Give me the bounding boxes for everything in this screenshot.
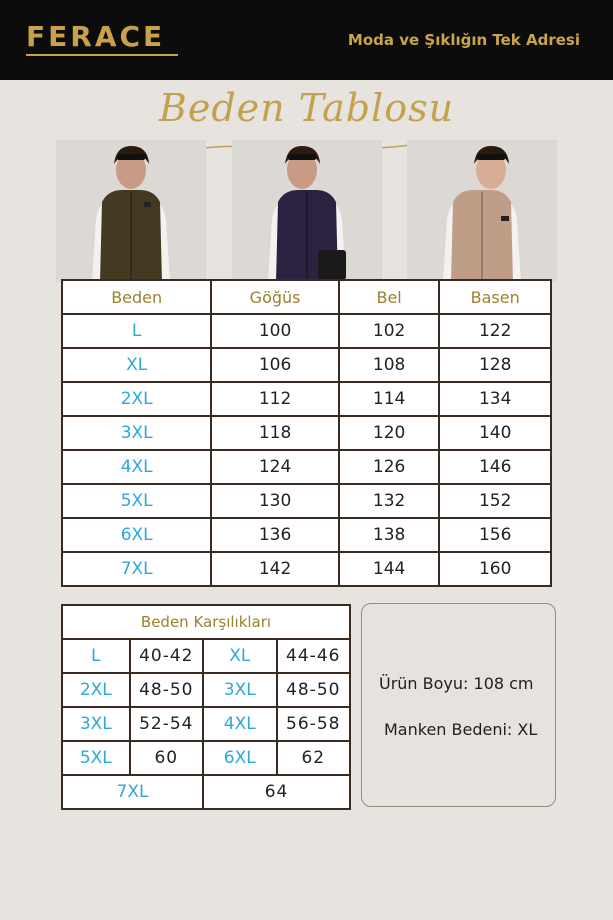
header-gogus: Göğüs <box>211 280 338 314</box>
basen-cell: 152 <box>439 484 551 518</box>
size-cell: 5XL <box>62 484 211 518</box>
equivalents-header <box>62 605 350 639</box>
table-row <box>62 518 551 552</box>
size-cell: XL <box>203 639 276 673</box>
size-equivalents-table <box>61 604 351 810</box>
size-cell: 3XL <box>203 673 276 707</box>
bel-cell: 126 <box>339 450 440 484</box>
basen-cell: 160 <box>439 552 551 586</box>
size-cell: 2XL <box>62 382 211 416</box>
header-bar <box>0 0 613 80</box>
gogus-cell: 130 <box>211 484 338 518</box>
logo-underline <box>26 54 178 56</box>
page-title: Beden Tablosu <box>158 86 455 130</box>
gogus-cell: 136 <box>211 518 338 552</box>
bel-cell: 120 <box>339 416 440 450</box>
size-table-header <box>62 280 551 314</box>
tagline: Moda ve Şıklığın Tek Adresi <box>347 31 580 49</box>
product-info-box <box>361 603 556 807</box>
eu-size-cell: 48-50 <box>130 673 203 707</box>
size-cell: 3XL <box>62 416 211 450</box>
product-photo-3 <box>407 140 557 282</box>
gogus-cell: 142 <box>211 552 338 586</box>
gogus-cell: 106 <box>211 348 338 382</box>
eu-size-cell: 44-46 <box>277 639 350 673</box>
size-cell: L <box>62 314 211 348</box>
eu-size-cell: 56-58 <box>277 707 350 741</box>
table-row <box>62 484 551 518</box>
header-basen: Basen <box>439 280 551 314</box>
basen-cell: 140 <box>439 416 551 450</box>
bel-cell: 144 <box>339 552 440 586</box>
size-cell: 5XL <box>62 741 130 775</box>
basen-cell: 122 <box>439 314 551 348</box>
product-photo-2 <box>232 140 382 282</box>
gogus-cell: 100 <box>211 314 338 348</box>
table-row <box>62 382 551 416</box>
size-cell: XL <box>62 348 211 382</box>
equivalents-title: Beden Karşılıkları <box>62 605 350 639</box>
size-table <box>61 279 552 587</box>
eu-size-cell: 62 <box>277 741 350 775</box>
gogus-cell: 118 <box>211 416 338 450</box>
size-cell: 3XL <box>62 707 130 741</box>
bel-cell: 108 <box>339 348 440 382</box>
bel-cell: 114 <box>339 382 440 416</box>
size-cell: L <box>62 639 130 673</box>
product-length: Ürün Boyu: 108 cm <box>379 674 534 693</box>
gogus-cell: 112 <box>211 382 338 416</box>
basen-cell: 128 <box>439 348 551 382</box>
gogus-cell: 124 <box>211 450 338 484</box>
table-row <box>62 775 350 809</box>
header-beden: Beden <box>62 280 211 314</box>
table-row <box>62 639 350 673</box>
size-cell: 6XL <box>62 518 211 552</box>
eu-size-cell: 64 <box>203 775 350 809</box>
header-bel: Bel <box>339 280 440 314</box>
table-row <box>62 707 350 741</box>
product-photo-1 <box>56 140 206 282</box>
bel-cell: 132 <box>339 484 440 518</box>
model-size: Manken Bedeni: XL <box>384 720 538 739</box>
table-row <box>62 450 551 484</box>
eu-size-cell: 60 <box>130 741 203 775</box>
size-cell: 4XL <box>62 450 211 484</box>
size-cell: 2XL <box>62 673 130 707</box>
table-row <box>62 348 551 382</box>
eu-size-cell: 40-42 <box>130 639 203 673</box>
bel-cell: 138 <box>339 518 440 552</box>
table-row <box>62 314 551 348</box>
table-row <box>62 416 551 450</box>
size-cell: 6XL <box>203 741 276 775</box>
table-row <box>62 552 551 586</box>
basen-cell: 146 <box>439 450 551 484</box>
table-row <box>62 741 350 775</box>
basen-cell: 156 <box>439 518 551 552</box>
eu-size-cell: 52-54 <box>130 707 203 741</box>
size-cell: 7XL <box>62 775 203 809</box>
eu-size-cell: 48-50 <box>277 673 350 707</box>
table-row <box>62 673 350 707</box>
brand-logo[interactable]: FERACE <box>26 20 166 53</box>
bel-cell: 102 <box>339 314 440 348</box>
size-cell: 4XL <box>203 707 276 741</box>
size-cell: 7XL <box>62 552 211 586</box>
basen-cell: 134 <box>439 382 551 416</box>
